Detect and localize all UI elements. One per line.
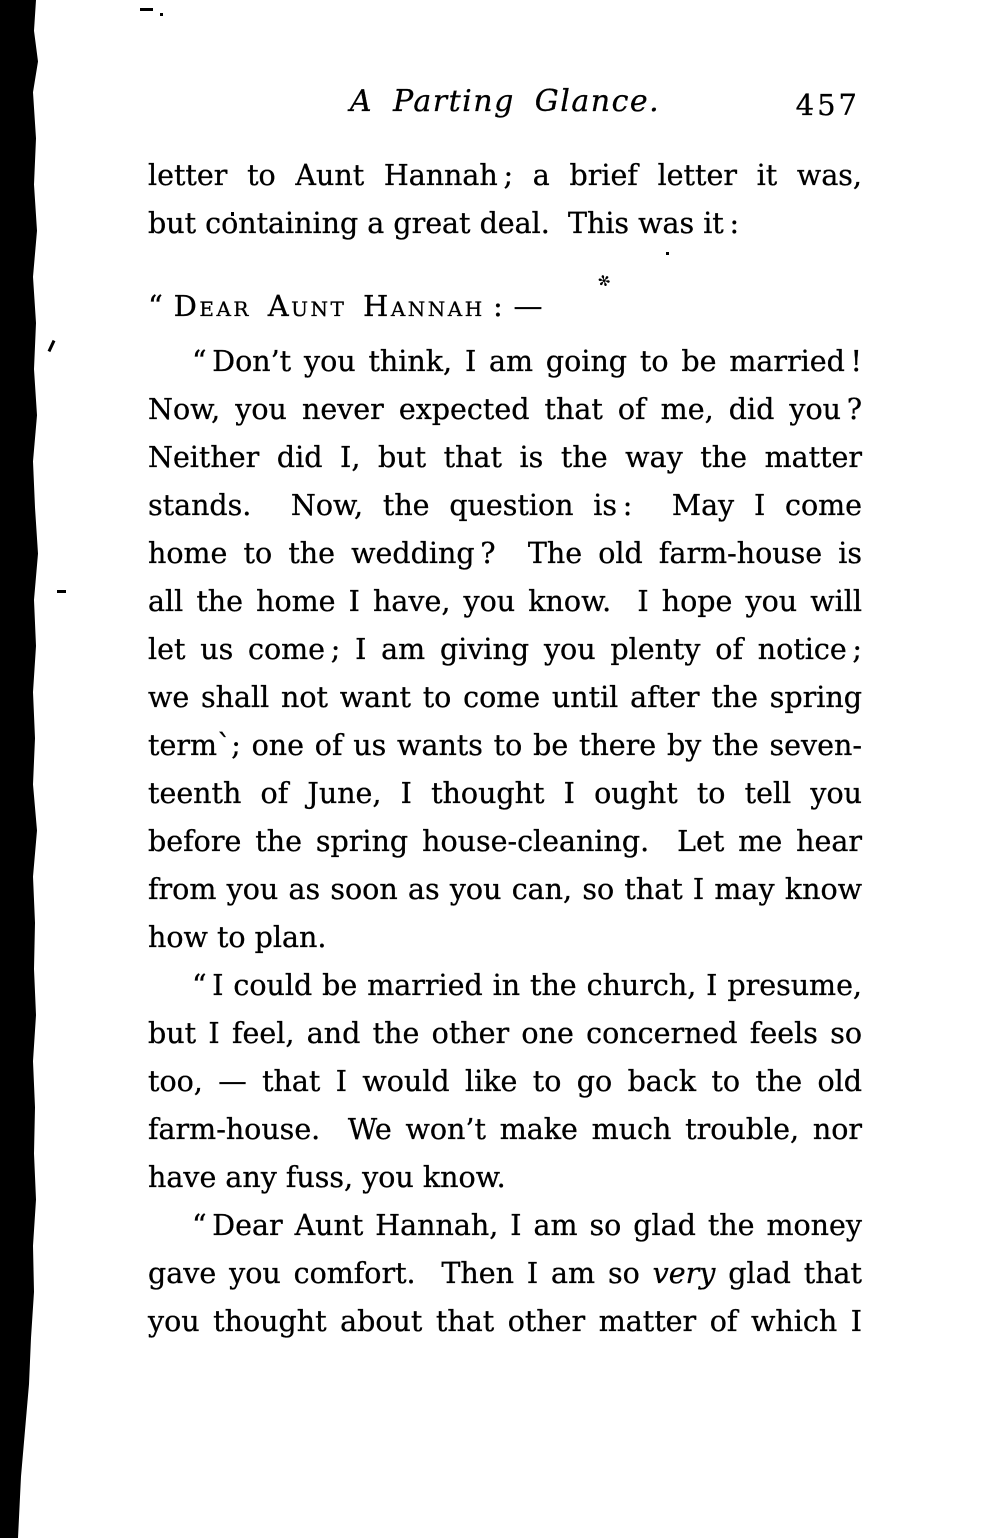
text-line: “ I could be married in the church, I presume, [192,969,862,1002]
text-line: teenth of June, I thought I ought to tell you [148,777,862,810]
page-header [148,82,862,124]
italic-word: very [652,1257,716,1290]
ink-speck [57,590,66,593]
text-line [148,1250,862,1298]
intro-paragraph [148,152,862,248]
ink-speck [140,8,153,11]
text-line: home to the wedding ? The old farm-house is [148,537,862,570]
text-line: “ Don’t you think, I am going to be married ! [192,345,862,378]
text-line: Now, you never expected that of me, did you ? [148,393,862,426]
ink-speck [160,13,163,16]
text-line: have any fuss, you know. [148,1161,506,1194]
ink-speck-mark: ✻ [595,270,614,292]
text-line: farm-house. We won’t make much trouble, nor [148,1113,862,1146]
letter-salutation: “ Dear Aunt Hannah : — [148,289,546,323]
page-number: 457 [795,88,860,122]
text-line: how to plan. [148,921,327,954]
text-column [148,152,862,1346]
text-line: term`; one of us wants to be there by the seven- [148,729,862,762]
ink-speck [48,340,56,352]
text-line: but I feel, and the other one concerned feels so [148,1017,862,1050]
letter-paragraph [148,962,862,1202]
running-head-title: A Parting Glance. [349,84,661,119]
letter-paragraph [148,1202,862,1346]
text-line: let us come ; I am giving you plenty of notice ; [148,633,862,666]
text-line: from you as soon as you can, so that I may know [148,873,862,906]
text-line: letter to Aunt Hannah ; a brief letter it was, [148,159,862,192]
text-line: Neither did I, but that is the way the matter [148,441,862,474]
scan-gutter-shadow [0,0,42,1538]
text-line: before the spring house-cleaning. Let me hear [148,825,862,858]
text-line: all the home I have, you know. I hope you will [148,585,862,618]
text-line: you thought about that other matter of which I [148,1305,862,1338]
text-line: too, — that I would like to go back to the old [148,1065,862,1098]
text-line: but containing a great deal. This was it : [148,207,740,240]
text-line: we shall not want to come until after the spring [148,681,862,714]
text-line: stands. Now, the question is : May I come [148,489,862,522]
text-line: “ Dear Aunt Hannah, I am so glad the money [192,1209,862,1242]
text-segment: glad that [715,1257,862,1290]
text-segment: gave you comfort. Then I am so [148,1257,653,1290]
letter-paragraph [148,338,862,962]
